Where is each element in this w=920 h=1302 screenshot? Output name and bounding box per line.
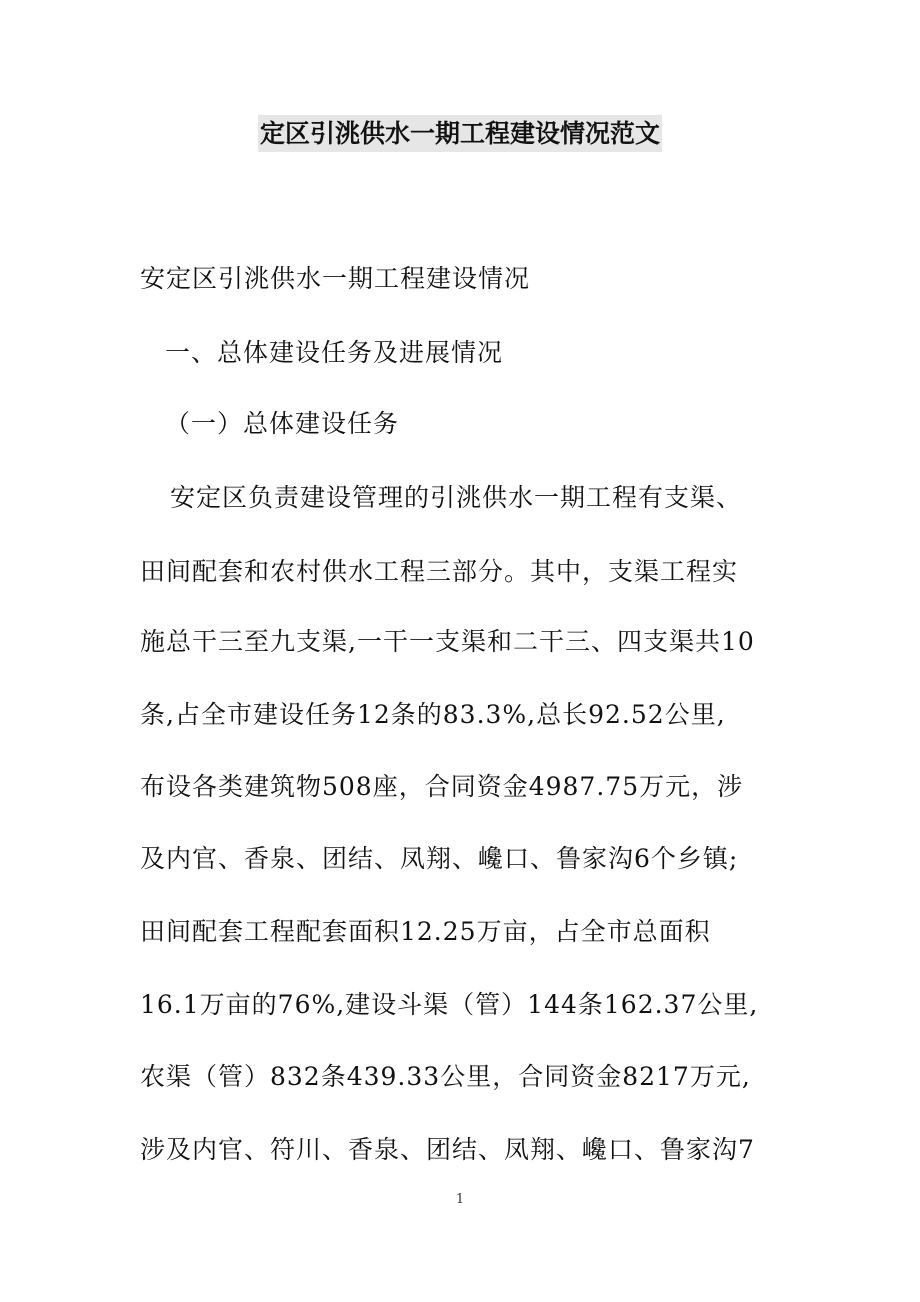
paragraph-line-8: 16.1万亩的76%,建设斗渠（管）144条162.37公里, [140,990,759,1019]
paragraph-line-3: 施总干三至九支渠,一干一支渠和二干三、四支渠共10 [140,627,755,656]
document-title [0,112,920,156]
paragraph-line-1: 安定区负责建设管理的引洮供水一期工程有支渠、 [170,483,743,512]
document-title-text: 定区引洮供水一期工程建设情况范文 [258,115,662,152]
paragraph-line-10: 涉及内官、符川、香泉、团结、凤翔、巉口、鲁家沟7 [140,1135,755,1164]
subsection-heading-1: （一）总体建设任务 [165,409,400,438]
page-number: 1 [455,1192,465,1207]
paragraph-line-7: 田间配套工程配套面积12.25万亩，占全市总面积 [140,917,711,946]
paragraph-line-4: 条,占全市建设任务12条的83.3%,总长92.52公里, [140,700,726,729]
paragraph-line-6: 及内官、香泉、团结、凤翔、巉口、鲁家沟6个乡镇; [140,844,739,873]
section-heading-1: 一、总体建设任务及进展情况 [165,338,504,367]
subtitle-line: 安定区引洮供水一期工程建设情况 [140,264,531,293]
paragraph-line-9: 农渠（管）832条439.33公里，合同资金8217万元, [140,1062,751,1091]
paragraph-line-5: 布设各类建筑物508座，合同资金4987.75万元，涉 [140,772,744,801]
paragraph-line-2: 田间配套和农村供水工程三部分。其中，支渠工程实 [140,557,739,586]
